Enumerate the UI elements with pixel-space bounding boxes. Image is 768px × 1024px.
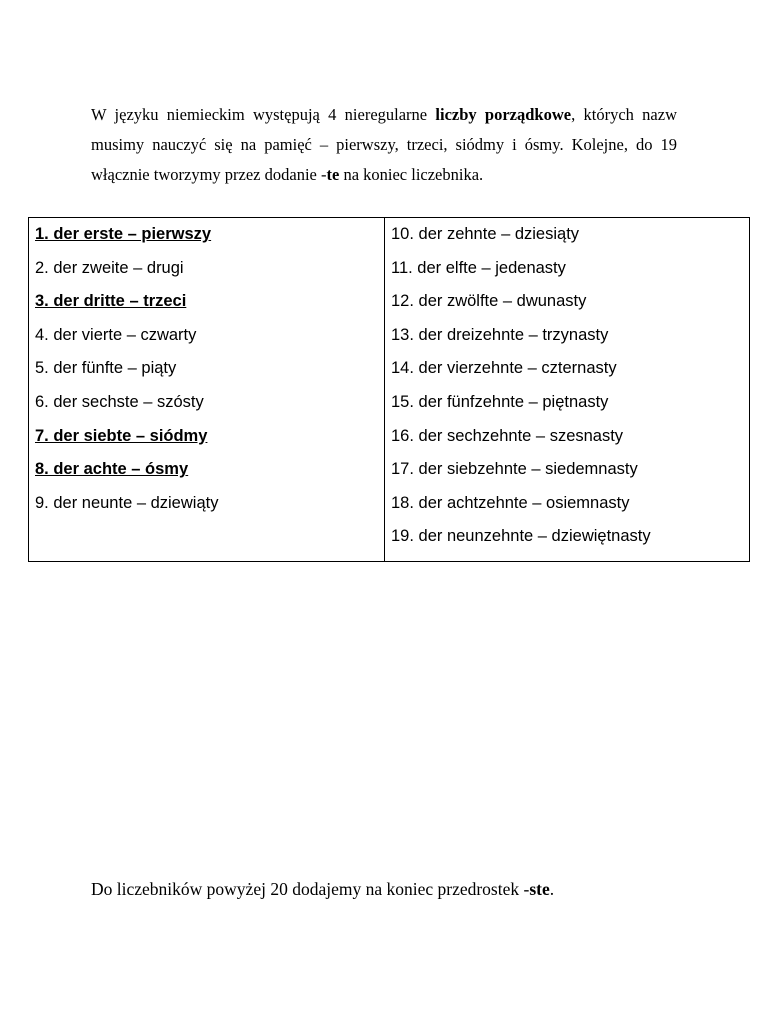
ordinal-item: 3. der dritte – trzeci	[35, 292, 187, 311]
ordinal-item: 6. der sechste – szósty	[35, 392, 204, 411]
ordinal-item: 18. der achtzehnte – osiemnasty	[391, 493, 630, 512]
ordinal-item: 7. der siebte – siódmy	[35, 426, 208, 445]
table-row	[29, 218, 750, 562]
intro-text-3: na koniec liczebnika.	[339, 164, 484, 184]
intro-text-2: , których nazw musimy nauczyć się na pamięć – pierwszy, trzeci, siódmy i ósmy. Kolejne, do 19 włącznie tworzymy przez dodanie -	[91, 104, 677, 184]
footer-text-1: Do liczebników powyżej 20 dodajemy na koniec przedrostek -	[91, 878, 530, 899]
intro-paragraph	[91, 100, 677, 190]
ordinals-list-10-19	[385, 218, 749, 554]
ordinal-item: 5. der fünfte – piąty	[35, 359, 177, 378]
ordinal-item: 19. der neunzehnte – dziewiętnasty	[391, 527, 651, 546]
ordinal-item: 15. der fünfzehnte – piętnasty	[391, 392, 609, 411]
ordinals-column-right	[385, 218, 750, 562]
ordinal-item: 12. der zwölfte – dwunasty	[391, 292, 587, 311]
ordinals-table	[28, 217, 750, 562]
ordinal-item: 2. der zweite – drugi	[35, 258, 184, 277]
ordinal-item: 11. der elfte – jedenasty	[391, 258, 566, 277]
intro-suffix: te	[326, 164, 340, 184]
intro-text-1: W języku niemieckim występują 4 nieregularne	[91, 104, 436, 124]
footer-text-2: .	[549, 878, 555, 899]
footer-note	[91, 875, 691, 903]
footer-suffix: ste	[529, 878, 550, 899]
intro-bold-term: liczby porządkowe	[435, 104, 572, 124]
ordinal-item: 17. der siebzehnte – siedemnasty	[391, 460, 638, 479]
ordinal-item: 8. der achte – ósmy	[35, 460, 189, 479]
ordinal-item: 9. der neunte – dziewiąty	[35, 493, 219, 512]
ordinal-item: 4. der vierte – czwarty	[35, 325, 197, 344]
ordinal-item: 10. der zehnte – dziesiąty	[391, 225, 580, 243]
ordinals-column-left	[29, 218, 385, 562]
ordinal-item: 16. der sechzehnte – szesnasty	[391, 426, 624, 445]
ordinals-list-1-9	[29, 218, 384, 520]
ordinal-item: 14. der vierzehnte – czternasty	[391, 359, 617, 378]
ordinal-item: 13. der dreizehnte – trzynasty	[391, 325, 609, 344]
ordinal-item: 1. der erste – pierwszy	[35, 225, 212, 243]
